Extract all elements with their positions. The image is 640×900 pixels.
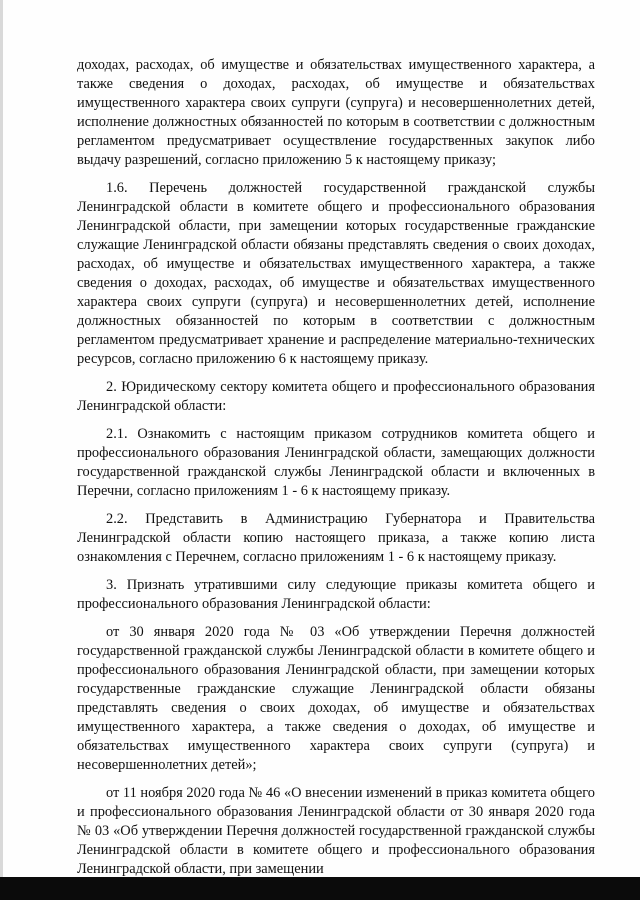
paragraph-item-1-6: 1.6. Перечень должностей государственной гражданской службы Ленинградской области в комитете общего и профессионального образования Ленинградской области, при замещении которых государственные гражданские служащие Ленинградской области обязаны представлять сведения о своих доходах, расходах, об имуществе и обязательствах имущественного характера, а также сведения о доходах, расходах, об имуществе и обязательствах имущественного характера своих супруги (супруга) и несовершеннолетних детей, исполнение должностных обязанностей по которым в соответствии с должностным регламентом предусматривает хранение и распределение материально-технических ресурсов, согласно приложению 6 к настоящему приказу. bbox=[77, 180, 595, 367]
scan-edge bbox=[0, 0, 3, 877]
paragraph-order-2020-11-11: от 11 ноября 2020 года № 46 «О внесении изменений в приказ комитета общего и профессионального образования Ленинградской области от 30 января 2020 года № 03 «Об утверждении Перечня должностей государственной гражданской службы Ленинградской области в комитете общего и профессионального образования Ленинградской области, при замещении bbox=[77, 785, 595, 877]
document-body bbox=[77, 56, 595, 888]
paragraph-order-2020-01-30: от 30 января 2020 года № 03 «Об утверждении Перечня должностей государственной гражданской службы Ленинградской области в комитете общего и профессионального образования Ленинградской области, при замещении которых государственные гражданские служащие Ленинградской области обязаны представлять сведения о своих доходах, об имуществе и обязательствах имущественного характера, а также сведения о доходах, об имуществе и обязательствах имущественного характера своих супруги (супруга) и несовершеннолетних детей»; bbox=[77, 624, 595, 773]
paragraph-continuation: доходах, расходах, об имуществе и обязательствах имущественного характера, а также сведения о доходах, расходах, об имуществе и обязательствах имущественного характера своих супруги (супруга) и несовершеннолетних детей, исполнение должностных обязанностей по которым в соответствии с должностным регламентом предусматривает осуществление государственных закупок либо выдачу разрешений, согласно приложению 5 к настоящему приказу; bbox=[77, 57, 595, 168]
paragraph-item-2-2: 2.2. Представить в Администрацию Губернатора и Правительства Ленинградской области копию настоящего приказа, а также копию листа ознакомления с Перечнем, согласно приложениям 1 - 6 к настоящему приказу. bbox=[77, 511, 595, 565]
paragraph-item-2-1: 2.1. Ознакомить с настоящим приказом сотрудников комитета общего и профессионального образования Ленинградской области, замещающих должности государственной гражданской службы Ленинградской области и включенных в Перечни, согласно приложениям 1 - 6 к настоящему приказу. bbox=[77, 426, 595, 499]
paragraph-item-3: 3. Признать утратившими силу следующие приказы комитета общего и профессионального образования Ленинградской области: bbox=[77, 577, 595, 612]
scan-bottom-border bbox=[0, 877, 640, 900]
paragraph-item-2: 2. Юридическому сектору комитета общего и профессионального образования Ленинградской области: bbox=[77, 379, 595, 414]
